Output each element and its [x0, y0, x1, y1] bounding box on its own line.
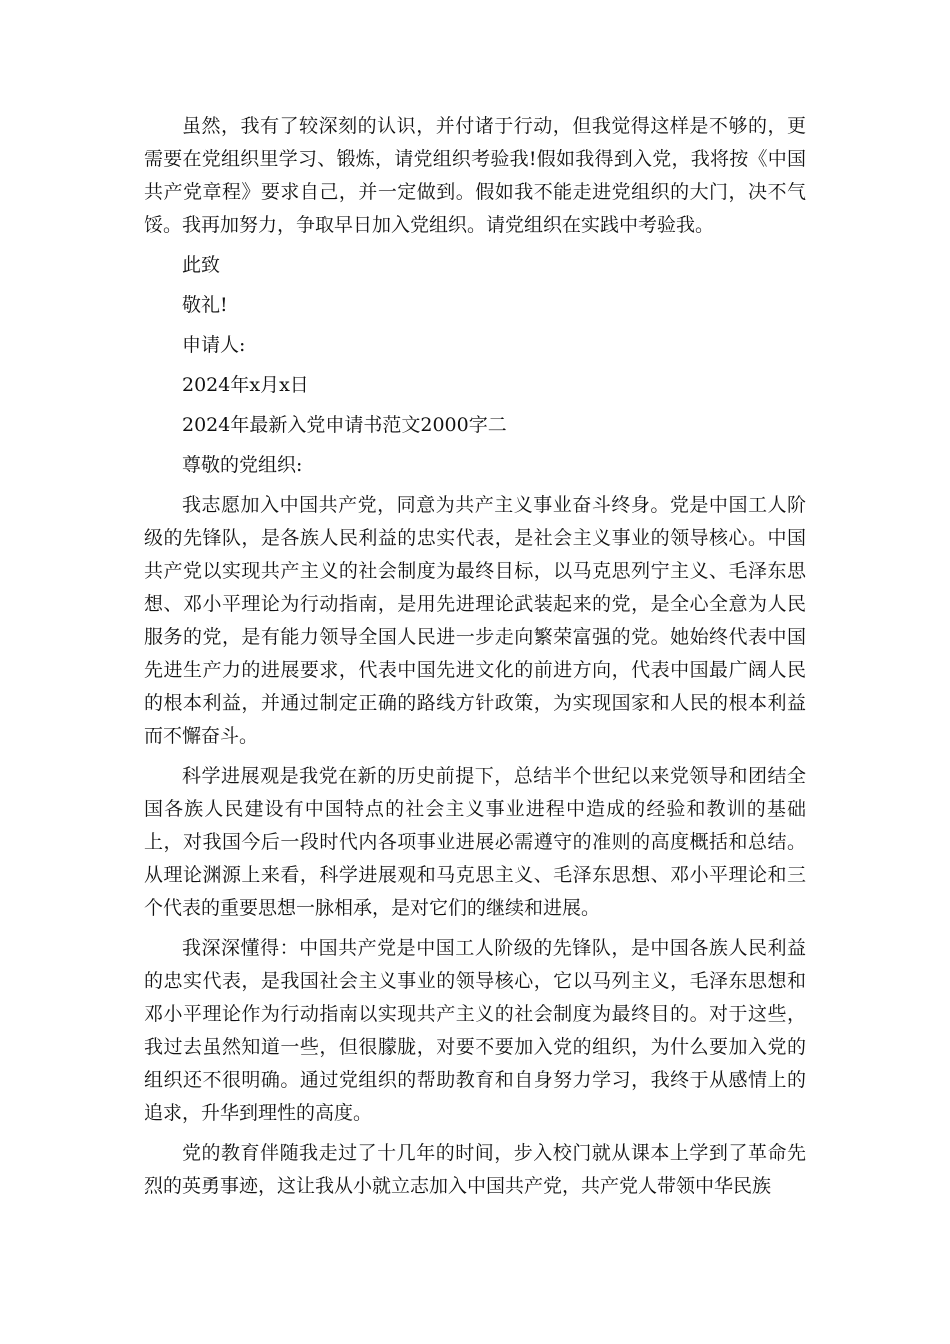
date-line: 2024年x月x日: [182, 374, 309, 396]
applicant-label: 申请人:: [182, 334, 246, 356]
paragraph-understanding: 我深深懂得：中国共产党是中国工人阶级的先锋队，是中国各族人民利益的忠实代表，是我国社会主义事业的领导核心，它以马列主义，毛泽东思想和邓小平理论作为行动指南以实现共产主义的社会制度为最终目的。对于这些，我过去虽然知道一些，但很朦胧，对要不要加入党的组织，为什么要加入党的组织还不很明确。通过党组织的帮助教育和自身努力学习，我终于从感情上的追求，升华到理性的高度。: [144, 937, 806, 1124]
paragraph-party-intro: 我志愿加入中国共产党，同意为共产主义事业奋斗终身。党是中国工人阶级的先锋队，是各族人民利益的忠实代表，是社会主义事业的领导核心。中国共产党以实现共产主义的社会制度为最终目标，以马克思列宁主义、毛泽东思想、邓小平理论为行动指南，是用先进理论武装起来的党，是全心全意为人民服务的党，是有能力领导全国人民进一步走向繁荣富强的党。她始终代表中国先进生产力的进展要求，代表中国先进文化的前进方向，代表中国最广阔人民的根本利益，并通过制定正确的路线方针政策，为实现国家和人民的根本利益而不懈奋斗。: [144, 494, 806, 747]
document-page: [144, 110, 806, 1210]
paragraph-commitment: 虽然，我有了较深刻的认识，并付诸于行动，但我觉得这样是不够的，更需要在党组织里学习、锻炼，请党组织考验我!假如我得到入党，我将按《中国共产党章程》要求自己，并一定做到。假如我不能走进党组织的大门，决不气馁。我再加努力，争取早日加入党组织。请党组织在实践中考验我。: [144, 115, 806, 236]
greeting: 尊敬的党组织:: [182, 454, 303, 476]
paragraph-education: 党的教育伴随我走过了十几年的时间，步入校门就从课本上学到了革命先烈的英勇事迹，这让我从小就立志加入中国共产党，共产党人带领中华民族: [144, 1142, 806, 1197]
paragraph-scientific-development: 科学进展观是我党在新的历史前提下，总结半个世纪以来党领导和团结全国各族人民建设有中国特点的社会主义事业进程中造成的经验和教训的基础上，对我国今后一段时代内各项事业进展必需遵守的准则的高度概括和总结。从理论渊源上来看，科学进展观和马克思主义、毛泽东思想、邓小平理论和三个代表的重要思想一脉相承，是对它们的继续和进展。: [144, 765, 806, 919]
closing-respect: 敬礼!: [182, 294, 228, 316]
closing-salutation: 此致: [182, 254, 221, 276]
section-title: 2024年最新入党申请书范文2000字二: [182, 414, 507, 436]
